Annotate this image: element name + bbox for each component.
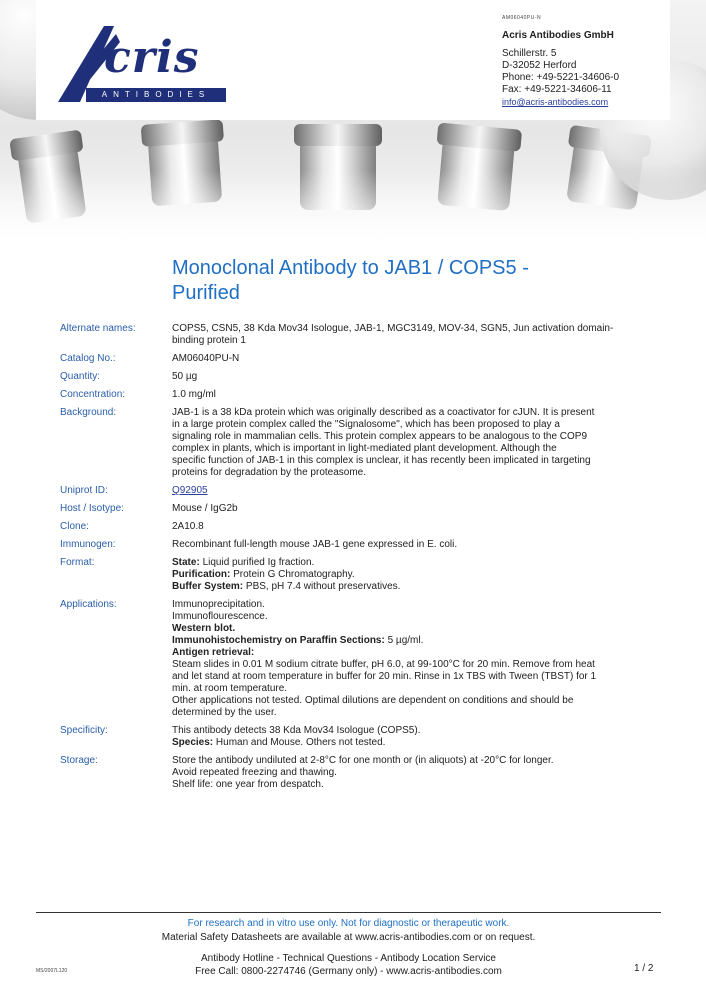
detail-row: [60, 407, 660, 479]
document-code: MS/2007L120: [36, 968, 68, 974]
phone-line: Phone: +49-5221-34606-0: [502, 72, 620, 83]
company-address-block: [502, 12, 702, 108]
row-label: Catalog No.:: [60, 353, 116, 364]
row-value: Mouse / IgG2b: [172, 503, 238, 514]
footer-hotline: Antibody Hotline - Technical Questions - Antibody Location Service: [201, 953, 496, 964]
row-value: [172, 485, 658, 497]
detail-row: [60, 353, 660, 365]
row-label: Clone:: [60, 521, 89, 532]
page-number: 1 / 2: [634, 963, 654, 974]
row-value: JAB-1 is a 38 kDa protein which was originally described as a coactivator for cJUN. It is present in a large protein complex called the "Signalosome", which has been proposed to play a signaling role in mammalian cells. This protein complex appears to be analogous to the COP9 complex in plants, which is important in light-mediated plant development. Although the specific function of JAB-1 in this complex is unclear, it has recently been implicated in targeting proteins for degradation by the proteasome.: [172, 407, 595, 478]
detail-row: [60, 389, 660, 401]
row-label: Format:: [60, 557, 95, 568]
header-card: [36, 0, 670, 120]
acris-logo: [58, 22, 228, 107]
detail-row-applications: [60, 599, 660, 719]
row-value: COPS5, CSN5, 38 Kda Mov34 Isologue, JAB-1, MGC3149, MOV-34, SGN5, Jun activation domain- binding protein 1: [172, 323, 614, 346]
row-label: Immunogen:: [60, 539, 116, 550]
detail-row-format: [60, 557, 660, 593]
detail-row-specificity: [60, 725, 660, 749]
row-value: 50 µg: [172, 371, 198, 382]
detail-row-storage: [60, 755, 660, 791]
footer-msds: Material Safety Datasheets are available at www.acris-antibodies.com or on request.: [161, 932, 536, 943]
detail-row: [60, 539, 660, 551]
row-value: State: Liquid purified Ig fraction. Purification: Protein G Chromatography. Buffer System: PBS, pH 7.4 without preservatives.: [172, 557, 401, 592]
row-label: Quantity:: [60, 371, 101, 382]
email-link[interactable]: info@acris-antibodies.com: [502, 97, 609, 107]
logo-wordmark: cris: [104, 32, 200, 83]
address-line: D-32052 Herford: [502, 60, 577, 71]
product-details: [60, 323, 660, 797]
row-value: This antibody detects 38 Kda Mov34 Isologue (COPS5). Species: Human and Mouse. Others not tested.: [172, 725, 421, 748]
header-ref-code: AM06040PU-N: [502, 15, 542, 21]
row-value: Recombinant full-length mouse JAB-1 gene expressed in E. coli.: [172, 539, 458, 550]
row-label: Concentration:: [60, 389, 126, 400]
detail-row: [60, 323, 660, 347]
logo-band: ANTIBODIES: [86, 88, 226, 102]
row-label: Host / Isotype:: [60, 503, 124, 514]
row-label: Alternate names:: [60, 323, 136, 334]
page-title: [172, 256, 652, 306]
footer-freecall: Free Call: 0800-2274746 (Germany only) - www.acris-antibodies.com: [195, 966, 502, 977]
row-value: Immunoprecipitation. Immunoflourescence. Western blot. Immunohistochemistry on Paraffin Sections: 5 µg/ml. Antigen retrieval: Steam slides in 0.01 M sodium citrate buffer, pH 6.0, at 99-100°C for 20 min. Remove from heat and let stand at room temperature in buffer for 20 min. Rinse in 1x TBS with Tween (TBST) for 1 min. at room temperature. Other applications not tested. Optimal dilutions are dependent on conditions and should be determined by the user.: [172, 599, 597, 718]
detail-row: [60, 485, 660, 497]
row-label: Specificity:: [60, 725, 108, 736]
row-value: 2A10.8: [172, 521, 204, 532]
row-label: Storage:: [60, 755, 98, 766]
row-value: Store the antibody undiluted at 2-8°C for one month or (in aliquots) at -20°C for longer. Avoid repeated freezing and thawing. Shelf life: one year from despatch.: [172, 755, 554, 790]
fax-line: Fax: +49-5221-34606-11: [502, 84, 612, 95]
row-label: Background:: [60, 407, 117, 418]
row-label: Applications:: [60, 599, 117, 610]
row-label: Uniprot ID:: [60, 485, 108, 496]
detail-row: [60, 503, 660, 515]
row-value: 1.0 mg/ml: [172, 389, 216, 400]
title-line: Monoclonal Antibody to JAB1 / COPS5 -: [172, 257, 529, 279]
row-value: AM06040PU-N: [172, 353, 240, 364]
footer-divider: [36, 912, 661, 913]
uniprot-link[interactable]: Q92905: [172, 485, 208, 496]
company-name: Acris Antibodies GmbH: [502, 30, 614, 41]
detail-row: [60, 371, 660, 383]
title-line: Purified: [172, 282, 240, 304]
address-line: Schillerstr. 5: [502, 48, 557, 59]
footer-notice: For research and in vitro use only. Not for diagnostic or therapeutic work.: [187, 918, 510, 929]
detail-row: [60, 521, 660, 533]
